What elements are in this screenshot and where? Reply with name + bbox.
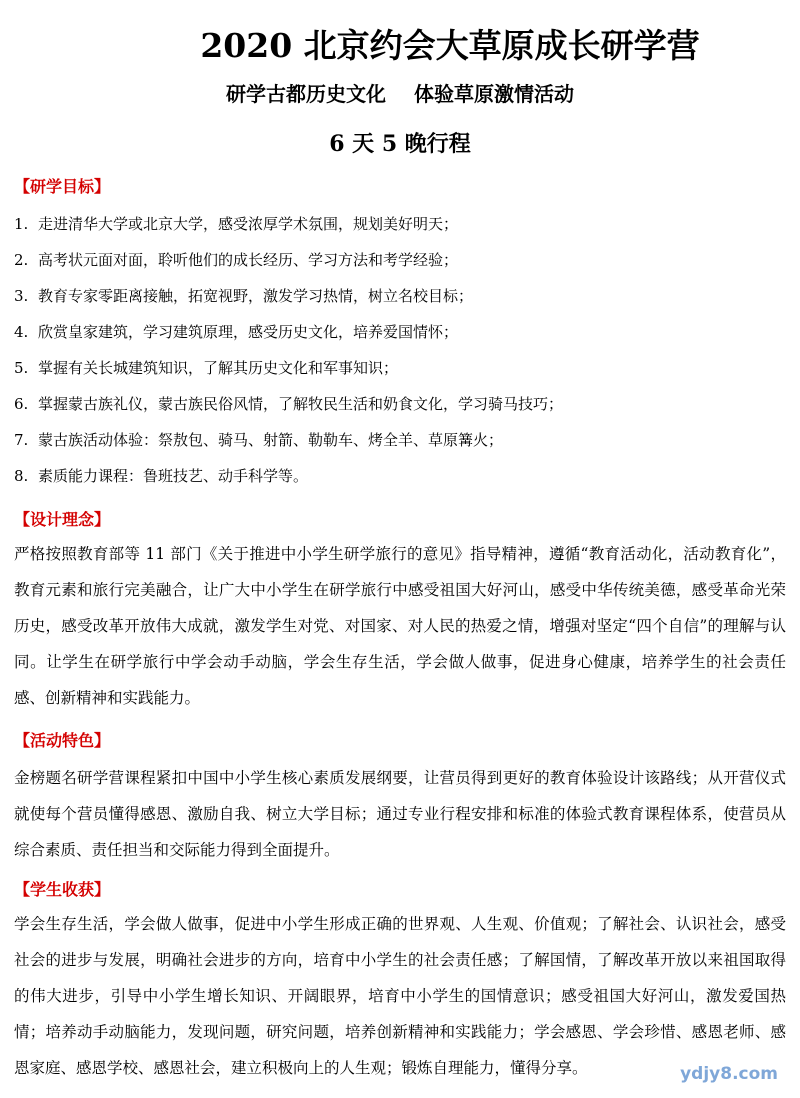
- gains-paragraph: 学会生存生活，学会做人做事，促进中小学生形成正确的世界观、人生观、价值观；了解社会、认识社会，感受社会的进步与发展，明确社会进步的方向，培育中小学生的社会责任感；了解国情，了解改革开放以来祖国取得的伟大进步，引导中小学生增长知识、开阔眼界，培育中小学生的国情意识；感受祖国大好河山，激发爱国热情；培养动手动脑能力，发现问题，研究问题，培养创新精神和实践能力；学会感恩、学会珍惜、感恩老师、感恩家庭、感恩学校、感恩社会，建立积极向上的人生观；锻炼自理能力，懂得分享。: [14, 915, 786, 1077]
- list-item: [14, 422, 563, 458]
- subtitle-right: 体验草原激情活动: [414, 82, 574, 106]
- list-item: [14, 206, 563, 242]
- list-item-number: 1.: [14, 215, 29, 233]
- features-heading: 【活动特色】: [14, 731, 111, 750]
- list-item-text: 掌握有关长城建筑知识，了解其历史文化和军事知识；: [38, 359, 399, 377]
- list-item: [14, 458, 563, 494]
- concept-heading: 【设计理念】: [14, 510, 111, 529]
- list-item: [14, 314, 563, 350]
- list-item-text: 欣赏皇家建筑，学习建筑原理，感受历史文化，培养爱国情怀；: [38, 323, 459, 341]
- list-item-text: 高考状元面对面，聆听他们的成长经历、学习方法和考学经验；: [38, 251, 459, 269]
- list-item-number: 5.: [14, 359, 29, 377]
- list-item-text: 教育专家零距离接触，拓宽视野，激发学习热情，树立名校目标；: [38, 287, 474, 305]
- concept-paragraph: 严格按照教育部等 11 部门《关于推进中小学生研学旅行的意见》指导精神，遵循“教育活动化，活动教育化”，教育元素和旅行完美融合，让广大中小学生在研学旅行中感受祖国大好河山，感受中华传统美德，感受革命光荣历史，感受改革开放伟大成就，激发学生对党、对国家、对人民的热爱之情，增强对坚定“四个自信”的理解与认同。让学生在研学旅行中学会动手动脑，学会生存生活，学会做人做事，促进身心健康，培养学生的社会责任感、创新精神和实践能力。: [14, 545, 786, 707]
- document-subtitle: [0, 78, 800, 107]
- trip-duration: 6 天 5 晚行程: [329, 131, 471, 157]
- gains-heading: 【学生收获】: [14, 880, 111, 899]
- features-paragraph: 金榜题名研学营课程紧扣中国中小学生核心素质发展纲要，让营员得到更好的教育体验设计该路线；从开营仪式就使每个营员懂得感恩、激励自我、树立大学目标；通过专业行程安排和标准的体验式教育课程体系，使营员从综合素质、责任担当和交际能力得到全面提升。: [14, 769, 786, 859]
- list-item-number: 7.: [14, 431, 29, 449]
- goals-heading: 【研学目标】: [14, 177, 111, 196]
- document-title: 2020 北京约会大草原成长研学营: [200, 26, 700, 65]
- goals-list: [14, 206, 563, 494]
- list-item-number: 4.: [14, 323, 29, 341]
- list-item-text: 素质能力课程：鲁班技艺、动手科学等。: [38, 467, 309, 485]
- list-item-number: 3.: [14, 287, 29, 305]
- list-item-number: 6.: [14, 395, 29, 413]
- list-item: [14, 386, 563, 422]
- list-item-number: 8.: [14, 467, 29, 485]
- subtitle-left: 研学古都历史文化: [226, 82, 386, 106]
- list-item-text: 蒙古族活动体验：祭敖包、骑马、射箭、勒勒车、烤全羊、草原篝火；: [38, 431, 504, 449]
- list-item: [14, 242, 563, 278]
- list-item: [14, 350, 563, 386]
- list-item: [14, 278, 563, 314]
- list-item-text: 走进清华大学或北京大学，感受浓厚学术氛围，规划美好明天；: [38, 215, 459, 233]
- list-item-number: 2.: [14, 251, 29, 269]
- list-item-text: 掌握蒙古族礼仪，蒙古族民俗风情，了解牧民生活和奶食文化，学习骑马技巧；: [38, 395, 564, 413]
- site-watermark: ydjy8.com: [676, 1064, 782, 1084]
